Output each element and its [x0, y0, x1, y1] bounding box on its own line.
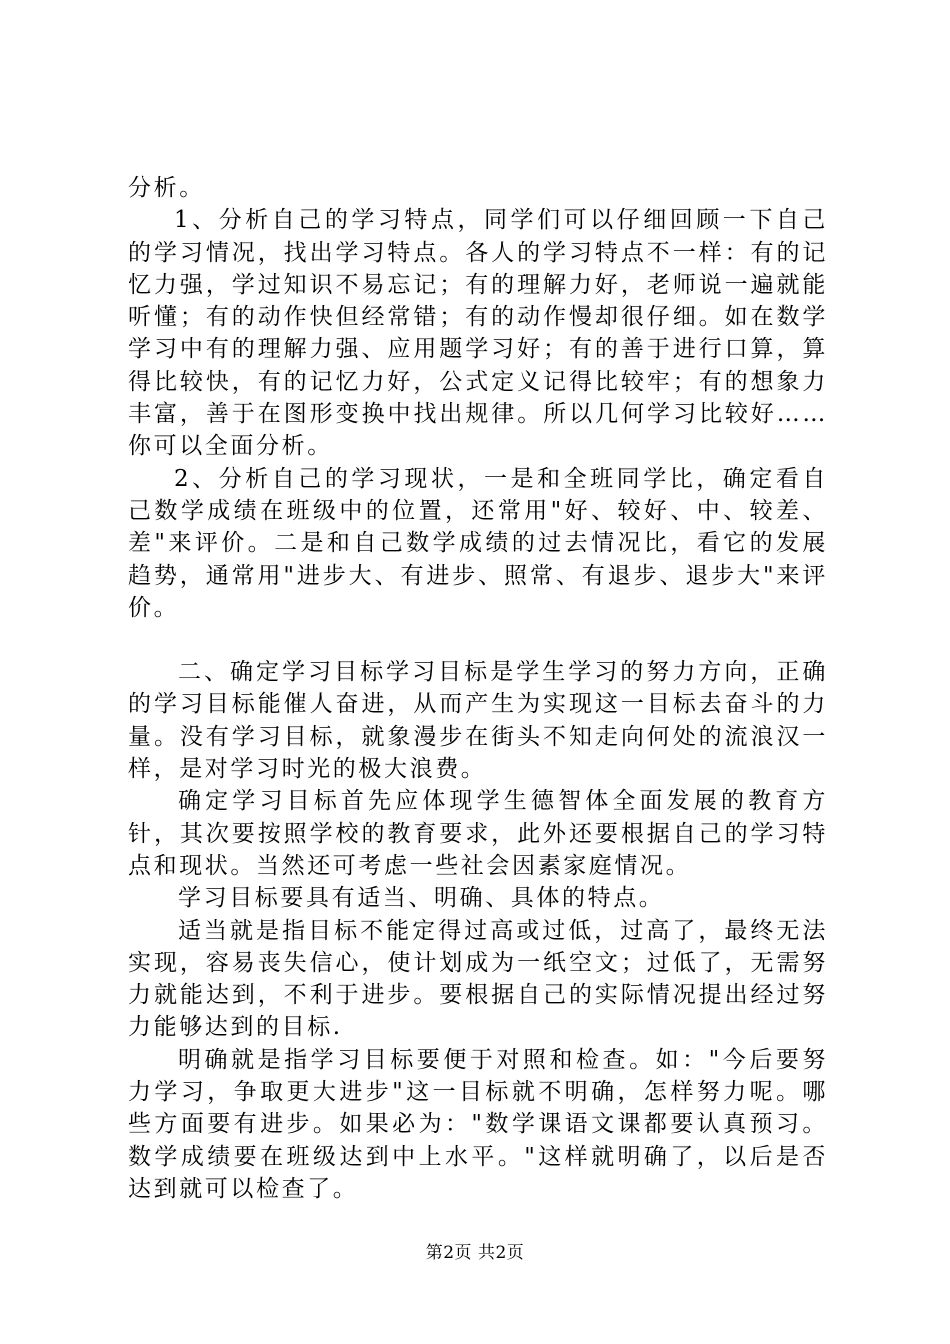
paragraph-learning-traits: 1、分析自己的学习特点，同学们可以仔细回顾一下自己的学习情况，找出学习特点。各人的学习特点不一样：有的记忆力强，学过知识不易忘记；有的理解力好，老师说一遍就能听懂；有的动作快但经常错；有的动作慢却很仔细。如在数学学习中有的理解力强、应用题学习好；有的善于进行口算，算得比较快，有的记忆力好，公式定义记得比较牢；有的想象力丰富，善于在图形变换中找出规律。所以几何学习比较好……你可以全面分析。 — [128, 207, 828, 460]
paragraph-goal-principles: 确定学习目标首先应体现学生德智体全面发展的教育方针，其次要按照学校的教育要求，此外还要根据自己的学习特点和现状。当然还可考虑一些社会因素家庭情况。 — [128, 788, 828, 879]
page-footer: 第2页 共2页 — [425, 1243, 525, 1263]
paragraph-goal-characteristics: 学习目标要具有适当、明确、具体的特点。 — [178, 885, 665, 912]
paragraph-continuation: 分析。 — [128, 175, 205, 201]
paragraph-set-goals: 二、确定学习目标学习目标是学生学习的努力方向，正确的学习目标能催人奋进，从而产生为实现这一目标去奋斗的力量。没有学习目标，就象漫步在街头不知走向何处的流浪汉一样，是对学习时光的极大浪费。 — [128, 659, 828, 783]
document-body — [128, 172, 828, 1205]
paragraph-learning-status: 2、分析自己的学习现状，一是和全班同学比，确定看自己数学成绩在班级中的位置，还常用"好、较好、中、较差、差"来评价。二是和自己数学成绩的过去情况比，看它的发展趋势，通常用"进步大、有进步、照常、有退步、退步大"来评价。 — [128, 465, 828, 621]
paragraph-appropriate-goals: 适当就是指目标不能定得过高或过低，过高了，最终无法实现，容易丧失信心，使计划成为一纸空文；过低了，无需努力就能达到，不利于进步。要根据自己的实际情况提出经过努力能够达到的目标. — [128, 917, 828, 1041]
paragraph-spacer — [128, 624, 828, 656]
paragraph-clear-goals: 明确就是指学习目标要便于对照和检查。如："今后要努力学习，争取更大进步"这一目标就不明确，怎样努力呢。哪些方面要有进步。如果必为："数学课语文课都要认真预习。数学成绩要在班级达到中上水平。"这样就明确了，以后是否达到就可以检查了。 — [128, 1046, 828, 1202]
